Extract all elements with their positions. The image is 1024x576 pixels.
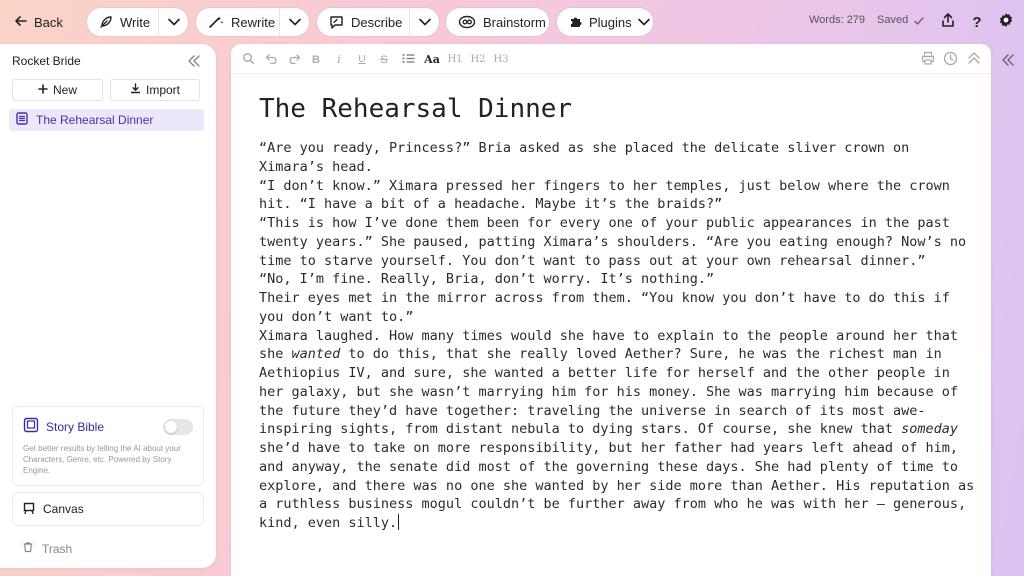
write-control [87, 8, 188, 36]
word-count: Words: 279 [809, 14, 866, 26]
document-icon [16, 112, 28, 128]
chevron-down-icon [419, 18, 431, 26]
bullet-list-button[interactable] [400, 52, 416, 67]
import-button[interactable] [110, 79, 200, 101]
arrow-left-icon [14, 14, 28, 31]
story-bible-card [12, 406, 204, 486]
toggle-knob [165, 421, 177, 433]
book-icon [23, 417, 39, 436]
back-label: Back [34, 14, 63, 30]
bold-icon: B [312, 53, 320, 66]
plugins-button[interactable] [557, 8, 653, 36]
share-button[interactable] [938, 12, 958, 32]
rewrite-dropdown[interactable] [279, 8, 309, 36]
trash-button[interactable] [22, 541, 72, 556]
heading-2-label: H2 [470, 54, 486, 65]
trash-label: Trash [42, 541, 73, 556]
top-bar [0, 0, 1024, 44]
history-button[interactable] [942, 52, 958, 67]
chevrons-up-icon [967, 51, 981, 68]
text-cursor [398, 514, 399, 530]
heading-3-button[interactable] [492, 52, 510, 67]
collapse-sidebar-button[interactable] [186, 53, 202, 69]
rewrite-control [196, 8, 309, 36]
italic-button[interactable] [332, 52, 346, 67]
print-button[interactable] [920, 52, 936, 67]
plugins-label: Plugins [589, 14, 632, 30]
canvas-button[interactable] [12, 492, 204, 526]
story-bible-description: Get better results by telling the AI about your Characters, Genre, etc. Powered by Story Engine. [23, 444, 181, 475]
text-run: to do this, that she really loved Aether? Sure, he was the richest man in Aethiopius IV, and sure, she wanted a better life for herself and the other people in her galaxy, but she wasn’t marrying him for his money. She was marrying him because of the future they’d have together: traveling the universe in search of its most awe-inspiring sights, from distant nebula to dying stars. Of course, she knew that [259, 346, 958, 438]
document-title[interactable]: The Rehearsal Dinner [259, 94, 573, 124]
magic-wand-icon [208, 15, 224, 29]
speech-bubble-icon [329, 15, 344, 29]
editor-panel [231, 44, 991, 576]
share-icon [940, 12, 956, 33]
write-button[interactable] [87, 8, 158, 36]
heading-2-button[interactable] [469, 52, 487, 67]
write-label: Write [120, 14, 151, 30]
heading-1-label: H1 [447, 54, 463, 65]
describe-button[interactable] [317, 8, 409, 36]
describe-label: Describe [351, 14, 403, 30]
save-status: Saved [877, 14, 909, 26]
chevrons-left-icon [1000, 55, 1016, 72]
paragraph: “No, I’m fine. Really, Bria, don’t worry. It’s nothing.” [259, 271, 715, 288]
bold-button[interactable] [309, 52, 323, 67]
rewrite-label: Rewrite [231, 14, 276, 30]
download-icon [130, 83, 141, 97]
canvas-icon [23, 502, 35, 517]
strikethrough-icon: S [380, 53, 388, 66]
new-document-button[interactable] [12, 79, 103, 101]
describe-control [317, 8, 439, 36]
emphasis-text: wanted [291, 346, 341, 363]
settings-button[interactable] [996, 12, 1016, 32]
canvas-label: Canvas [43, 502, 84, 516]
import-label: Import [145, 83, 180, 97]
underline-icon: U [358, 54, 366, 65]
clock-icon [943, 51, 958, 69]
search-button[interactable] [240, 52, 256, 67]
trash-icon [22, 541, 34, 556]
underline-button[interactable] [355, 52, 369, 67]
text-run: she’d have to take on more responsibility, but her father had years left ahead of him, and anyway, the senate did most of the governing these days. She had plenty of time to explore, and there was no one she wanted by her side more than Aether. His reputation as a ruthless business mogul couldn’t be further away from who he was with her — generous, kind, even silly. [259, 440, 975, 531]
question-mark-icon: ? [972, 13, 982, 31]
heading-3-label: H3 [493, 54, 509, 65]
chevrons-left-icon [186, 56, 202, 73]
paragraph: “This is how I’ve done them been for every one of your public appearances in the past twenty years.” She paused, patting Ximara’s shoulders. “Are you eating enough? Now’s no time to starve yourself. You don’t want to pass out at your own rehearsal dinner.” [259, 215, 967, 269]
redo-icon [288, 52, 301, 67]
story-bible-label: Story Bible [46, 419, 105, 434]
back-button[interactable] [14, 10, 63, 34]
brainstorm-button[interactable] [446, 8, 549, 36]
checkmark-icon [913, 14, 925, 32]
printer-icon [921, 51, 935, 68]
paragraph: Their eyes met in the mirror across from them. “You know you don’t have to do this if you don’t want to.” [259, 290, 950, 325]
list-icon [402, 53, 415, 67]
chevron-down-icon [168, 18, 180, 26]
paragraph: “Are you ready, Princess?” Bria asked as she placed the delicate sliver crown on Ximara’s head. [259, 140, 910, 175]
search-icon [242, 52, 255, 68]
text-run: Ximara laughed. How many times would she have to explain to the people around her that she [259, 327, 958, 363]
plugins-content [557, 8, 662, 36]
undo-button[interactable] [263, 52, 279, 67]
format-toolbar [231, 44, 991, 74]
story-bible-header [23, 417, 104, 436]
gear-icon [998, 12, 1014, 33]
document-label: The Rehearsal Dinner [36, 113, 154, 127]
paragraph: “I don’t know.” Ximara pressed her fingers to her temples, just below where the crown hit. “I have a bit of a headache. Maybe it’s the braids?” [259, 177, 950, 213]
project-title: Rocket Bride [12, 54, 81, 68]
redo-button[interactable] [286, 52, 302, 67]
brainstorm-icon [458, 15, 476, 29]
undo-icon [265, 52, 278, 67]
help-button[interactable] [967, 12, 987, 32]
text-style-button[interactable] [423, 52, 441, 67]
strikethrough-button[interactable] [377, 52, 391, 67]
collapse-right-panel-button[interactable] [1000, 52, 1016, 68]
chevron-down-icon [638, 18, 650, 26]
sidebar-item-the-rehearsal-dinner[interactable] [9, 109, 204, 131]
collapse-toolbar-button[interactable] [966, 52, 982, 67]
document-body[interactable] [259, 139, 979, 533]
rewrite-button[interactable] [196, 8, 279, 36]
puzzle-icon [569, 15, 583, 29]
brainstorm-content [446, 8, 558, 36]
plus-icon [38, 83, 48, 97]
heading-1-button[interactable] [446, 52, 464, 67]
text-style-label: Aa [424, 53, 440, 66]
sidebar [0, 44, 216, 568]
feather-icon [99, 15, 113, 29]
italic-icon: i [337, 53, 341, 66]
new-label: New [52, 83, 77, 97]
write-dropdown[interactable] [158, 8, 188, 36]
describe-dropdown[interactable] [409, 8, 439, 36]
emphasis-text: someday [901, 421, 958, 438]
brainstorm-label: Brainstorm [483, 14, 546, 30]
chevron-down-icon [289, 18, 301, 26]
story-bible-toggle[interactable] [163, 419, 193, 435]
paragraph [259, 327, 979, 533]
